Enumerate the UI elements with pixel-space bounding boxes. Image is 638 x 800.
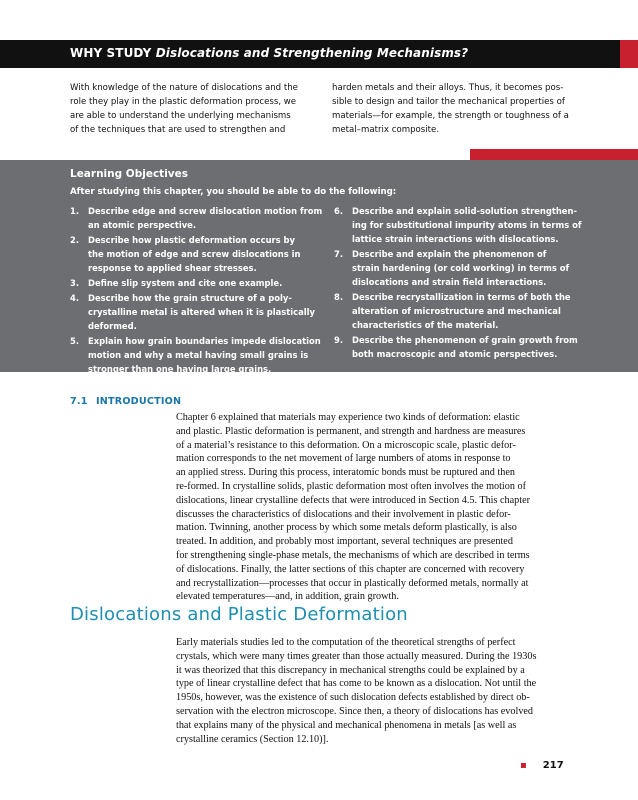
objective-number: 7. (334, 249, 344, 259)
paragraph-line: discusses the characteristics of dislocations and their involvement in plastic defor- (176, 508, 511, 520)
paragraph-line: servation with the electron microscope. Since then, a theory of dislocations has evolved (176, 705, 534, 717)
objective-line: Define slip system and cite one example. (88, 278, 283, 288)
objective-line: Describe edge and screw dislocation motion from (88, 206, 323, 216)
learning-objectives-intro: After studying this chapter, you should be able to do the following: (70, 187, 397, 197)
page-number-value: 217 (542, 760, 564, 771)
section-title: INTRODUCTION (96, 396, 182, 407)
paragraph-line: mation. Twinning, another process by which some metals deform plastically, is also (176, 522, 517, 534)
why-study-banner (0, 40, 638, 68)
paragraph-line: dislocations, linear crystalline defects that were introduced in Section 4.5. This chapter (176, 494, 531, 506)
learning-objectives (70, 167, 582, 374)
paragraph-line: and recrystallization—processes that occur in plastically deformed metals, normally at (176, 577, 529, 589)
paragraph-line: that explains many of the physical and mechanical phenomena in metals [as well as (176, 719, 517, 731)
why-study-line: are able to understand the underlying mechanisms (70, 111, 291, 121)
paragraph-line: for strengthening single-phase metals, the mechanisms of which are described in terms (176, 549, 530, 561)
objectives-right-column (334, 204, 584, 362)
objective-line: strain hardening (or cold working) in terms of (352, 263, 570, 273)
objective-line: Describe and explain the phenomenon of (352, 249, 547, 259)
objective-line: Describe and explain solid-solution strengthen- (352, 206, 577, 216)
banner-red-cap (620, 40, 638, 68)
paragraph-line: of dislocations. Finally, the latter sections of this chapter are concerned with recovery (176, 563, 525, 575)
dislocations-paragraph (176, 636, 576, 746)
why-study-title (70, 46, 468, 60)
red-strip-white-part (0, 149, 470, 160)
paragraph-line: elevated temperatures—and, in addition, grain growth. (176, 591, 399, 603)
objective-item (70, 233, 320, 275)
learning-objectives-heading: Learning Objectives (70, 168, 189, 180)
objective-line: alteration of microstructure and mechanical (352, 306, 561, 316)
objective-number: 1. (70, 206, 80, 216)
objective-line: the motion of edge and screw dislocations in (88, 249, 301, 259)
objective-line: Describe the phenomenon of grain growth from (352, 335, 578, 345)
objective-number: 9. (334, 335, 344, 345)
objective-number: 5. (70, 336, 80, 346)
paragraph-line: an applied stress. During this process, interatomic bonds must be ruptured and then (176, 467, 515, 479)
objective-item (334, 333, 584, 361)
why-study-right-column (332, 81, 569, 137)
objective-item (334, 290, 584, 332)
why-study-line: With knowledge of the nature of dislocations and the (70, 83, 298, 93)
objective-number: 8. (334, 292, 344, 302)
objective-line: both macroscopic and atomic perspectives. (352, 349, 558, 359)
why-study-prefix: WHY STUDY (70, 46, 152, 60)
objective-item (334, 204, 584, 246)
paragraph-line: crystals, which were many times greater than those actually measured. During the 1930s (176, 650, 537, 662)
paragraph-line: re-formed. In crystalline solids, plastic deformation most often involves the motion of (176, 480, 526, 492)
objective-number: 2. (70, 235, 80, 245)
page-number (520, 760, 564, 771)
objective-item (70, 204, 323, 232)
objective-item (334, 247, 584, 289)
objective-number: 4. (70, 293, 80, 303)
why-study-left-column (70, 81, 302, 137)
paragraph-line: treated. In addition, and probably most important, several techniques are presented (176, 536, 513, 548)
objective-line: dislocations and strain field interactions. (352, 277, 547, 287)
objective-line: lattice strain interactions with dislocations. (352, 234, 559, 244)
objective-line: stronger than one having large grains. (88, 364, 272, 374)
why-study-line: metal–matrix composite. (332, 125, 440, 135)
objective-line: response to applied shear stresses. (88, 263, 257, 273)
section-number: 7.1 (70, 396, 88, 407)
objective-line: ing for substitutional impurity atoms in terms of (352, 220, 582, 230)
section-heading (70, 396, 181, 407)
why-study-line: harden metals and their alloys. Thus, it becomes pos- (332, 83, 564, 93)
objective-line: deformed. (88, 321, 137, 331)
paragraph-line: mation corresponds to the net movement of large numbers of atoms in response to (176, 453, 511, 465)
objective-item (70, 276, 320, 290)
learning-objectives-red-strip (0, 149, 638, 160)
objective-number: 3. (70, 278, 80, 288)
paragraph-line: of a material’s resistance to this deformation. On a microscopic scale, plastic defor- (176, 439, 516, 451)
paragraph-line: type of linear crystalline defect that has come to be known as a dislocation. Not until the (176, 678, 537, 690)
introduction-paragraph (176, 411, 576, 604)
paragraph-line: Early materials studies led to the computation of the theoretical strengths of perfect (176, 637, 516, 648)
objective-line: Describe how plastic deformation occurs by (88, 235, 296, 245)
paragraph-line: 1950s, however, was the existence of such dislocation defects established by direct ob- (176, 692, 530, 704)
paragraph-line: it was theorized that this discrepancy in mechanical strengths could be explained by a (176, 664, 525, 676)
why-study-line: role they play in the plastic deformation process, we (70, 97, 297, 107)
objective-item (70, 291, 320, 333)
objective-line: Describe recrystallization in terms of both the (352, 292, 571, 302)
objective-number: 6. (334, 206, 344, 216)
major-heading: Dislocations and Plastic Deformation (70, 604, 408, 625)
objective-line: Explain how grain boundaries impede dislocation (88, 336, 321, 346)
objective-line: characteristics of the material. (352, 320, 499, 330)
objective-line: crystalline metal is altered when it is plastically (88, 307, 315, 317)
paragraph-line: Chapter 6 explained that materials may experience two kinds of deformation: elastic (176, 412, 520, 423)
why-study-line: of the techniques that are used to strengthen and (70, 125, 286, 135)
objective-line: an atomic perspective. (88, 220, 197, 230)
why-study-line: sible to design and tailor the mechanical properties of (332, 97, 565, 107)
objective-line: motion and why a metal having small grains is (88, 350, 309, 360)
objectives-left-column (70, 204, 323, 377)
page-bullet-icon: ▪ (520, 760, 527, 771)
paragraph-line: and plastic. Plastic deformation is permanent, and strength and hardness are measures (176, 425, 526, 437)
why-study-italic-title: Dislocations and Strengthening Mechanisms? (155, 46, 469, 60)
paragraph-line: crystalline ceramics (Section 12.10)]. (176, 733, 329, 745)
objective-line: Describe how the grain structure of a poly- (88, 293, 292, 303)
why-study-line: materials—for example, the strength or toughness of a (332, 111, 569, 121)
objective-item (70, 334, 320, 376)
